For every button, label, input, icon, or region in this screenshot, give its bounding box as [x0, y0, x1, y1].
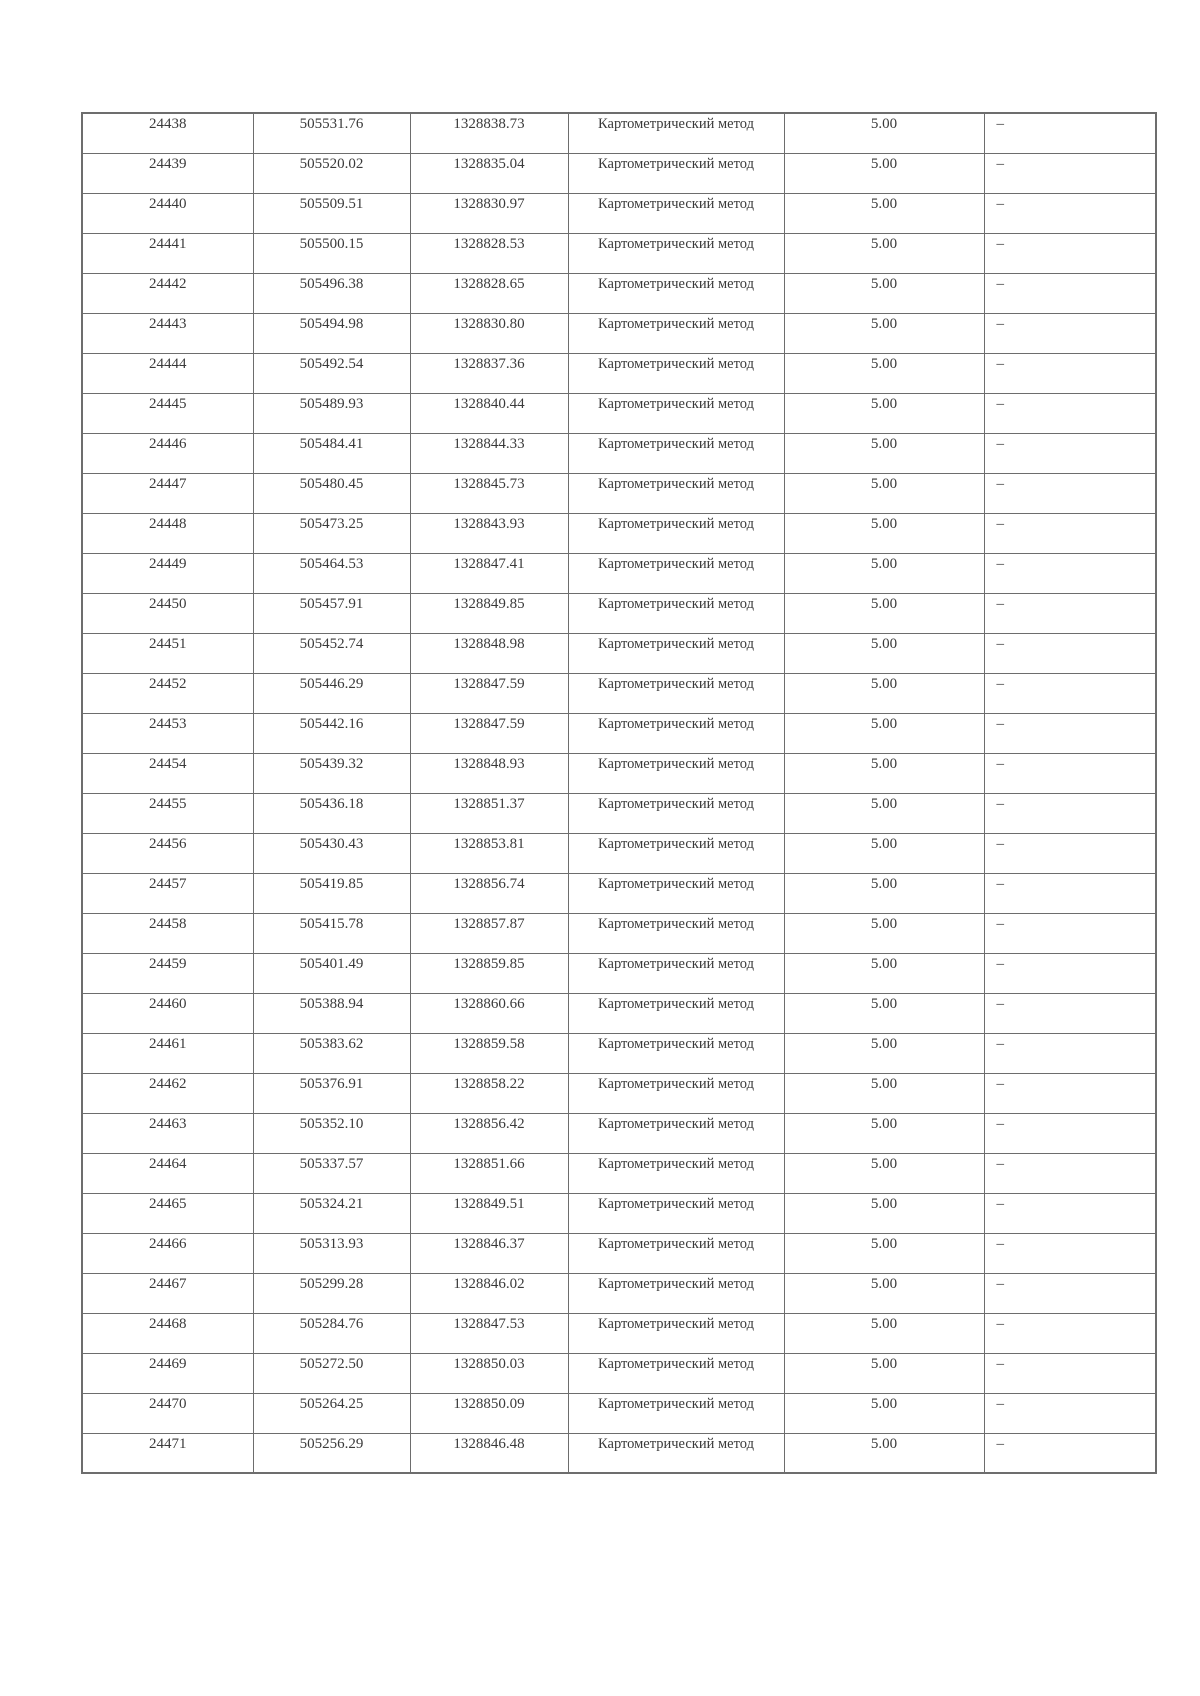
table-row — [82, 1073, 1156, 1113]
accuracy-cell: 5.00 — [784, 193, 984, 233]
table-row — [82, 233, 1156, 273]
coordinates-table-body — [82, 113, 1156, 1473]
method-cell: Картометрический метод — [568, 353, 784, 393]
table-row — [82, 873, 1156, 913]
accuracy-cell: 5.00 — [784, 753, 984, 793]
method-cell: Картометрический метод — [568, 1073, 784, 1113]
x-coordinate-cell: 505401.49 — [253, 953, 410, 993]
x-coordinate-cell: 505446.29 — [253, 673, 410, 713]
x-coordinate-cell: 505313.93 — [253, 1233, 410, 1273]
y-coordinate-cell: 1328850.09 — [410, 1393, 568, 1433]
method-cell: Картометрический метод — [568, 1273, 784, 1313]
coordinates-table — [81, 112, 1157, 1474]
point-number-cell: 24440 — [82, 193, 253, 233]
table-row — [82, 993, 1156, 1033]
method-cell: Картометрический метод — [568, 793, 784, 833]
note-cell: – — [984, 473, 1156, 513]
accuracy-cell: 5.00 — [784, 273, 984, 313]
y-coordinate-cell: 1328830.97 — [410, 193, 568, 233]
point-number-cell: 24465 — [82, 1193, 253, 1233]
accuracy-cell: 5.00 — [784, 313, 984, 353]
x-coordinate-cell: 505494.98 — [253, 313, 410, 353]
method-cell: Картометрический метод — [568, 713, 784, 753]
accuracy-cell: 5.00 — [784, 113, 984, 153]
accuracy-cell: 5.00 — [784, 513, 984, 553]
y-coordinate-cell: 1328850.03 — [410, 1353, 568, 1393]
x-coordinate-cell: 505452.74 — [253, 633, 410, 673]
y-coordinate-cell: 1328840.44 — [410, 393, 568, 433]
y-coordinate-cell: 1328856.74 — [410, 873, 568, 913]
note-cell: – — [984, 433, 1156, 473]
note-cell: – — [984, 553, 1156, 593]
method-cell: Картометрический метод — [568, 993, 784, 1033]
point-number-cell: 24444 — [82, 353, 253, 393]
accuracy-cell: 5.00 — [784, 1393, 984, 1433]
x-coordinate-cell: 505256.29 — [253, 1433, 410, 1473]
note-cell: – — [984, 913, 1156, 953]
method-cell: Картометрический метод — [568, 1233, 784, 1273]
table-row — [82, 673, 1156, 713]
note-cell: – — [984, 313, 1156, 353]
method-cell: Картометрический метод — [568, 1113, 784, 1153]
point-number-cell: 24438 — [82, 113, 253, 153]
table-row — [82, 553, 1156, 593]
point-number-cell: 24455 — [82, 793, 253, 833]
accuracy-cell: 5.00 — [784, 1273, 984, 1313]
note-cell: – — [984, 873, 1156, 913]
note-cell: – — [984, 1193, 1156, 1233]
table-row — [82, 313, 1156, 353]
note-cell: – — [984, 153, 1156, 193]
point-number-cell: 24442 — [82, 273, 253, 313]
point-number-cell: 24460 — [82, 993, 253, 1033]
method-cell: Картометрический метод — [568, 233, 784, 273]
table-row — [82, 1273, 1156, 1313]
table-row — [82, 793, 1156, 833]
note-cell: – — [984, 513, 1156, 553]
x-coordinate-cell: 505272.50 — [253, 1353, 410, 1393]
accuracy-cell: 5.00 — [784, 1073, 984, 1113]
point-number-cell: 24446 — [82, 433, 253, 473]
accuracy-cell: 5.00 — [784, 1113, 984, 1153]
note-cell: – — [984, 633, 1156, 673]
note-cell: – — [984, 713, 1156, 753]
y-coordinate-cell: 1328859.85 — [410, 953, 568, 993]
x-coordinate-cell: 505520.02 — [253, 153, 410, 193]
point-number-cell: 24457 — [82, 873, 253, 913]
table-row — [82, 1393, 1156, 1433]
method-cell: Картометрический метод — [568, 1433, 784, 1473]
y-coordinate-cell: 1328857.87 — [410, 913, 568, 953]
note-cell: – — [984, 273, 1156, 313]
x-coordinate-cell: 505376.91 — [253, 1073, 410, 1113]
y-coordinate-cell: 1328851.66 — [410, 1153, 568, 1193]
x-coordinate-cell: 505337.57 — [253, 1153, 410, 1193]
note-cell: – — [984, 1393, 1156, 1433]
table-row — [82, 1433, 1156, 1473]
y-coordinate-cell: 1328858.22 — [410, 1073, 568, 1113]
table-row — [82, 1113, 1156, 1153]
accuracy-cell: 5.00 — [784, 1433, 984, 1473]
y-coordinate-cell: 1328828.65 — [410, 273, 568, 313]
point-number-cell: 24453 — [82, 713, 253, 753]
table-row — [82, 1153, 1156, 1193]
method-cell: Картометрический метод — [568, 1353, 784, 1393]
x-coordinate-cell: 505383.62 — [253, 1033, 410, 1073]
x-coordinate-cell: 505464.53 — [253, 553, 410, 593]
table-row — [82, 393, 1156, 433]
method-cell: Картометрический метод — [568, 1313, 784, 1353]
method-cell: Картометрический метод — [568, 473, 784, 513]
accuracy-cell: 5.00 — [784, 1233, 984, 1273]
accuracy-cell: 5.00 — [784, 1313, 984, 1353]
y-coordinate-cell: 1328847.59 — [410, 713, 568, 753]
method-cell: Картометрический метод — [568, 1393, 784, 1433]
y-coordinate-cell: 1328848.93 — [410, 753, 568, 793]
note-cell: – — [984, 1313, 1156, 1353]
y-coordinate-cell: 1328846.48 — [410, 1433, 568, 1473]
method-cell: Картометрический метод — [568, 193, 784, 233]
y-coordinate-cell: 1328851.37 — [410, 793, 568, 833]
point-number-cell: 24456 — [82, 833, 253, 873]
point-number-cell: 24459 — [82, 953, 253, 993]
table-row — [82, 1033, 1156, 1073]
point-number-cell: 24448 — [82, 513, 253, 553]
accuracy-cell: 5.00 — [784, 633, 984, 673]
method-cell: Картометрический метод — [568, 1153, 784, 1193]
x-coordinate-cell: 505264.25 — [253, 1393, 410, 1433]
table-row — [82, 913, 1156, 953]
x-coordinate-cell: 505492.54 — [253, 353, 410, 393]
table-row — [82, 353, 1156, 393]
point-number-cell: 24439 — [82, 153, 253, 193]
note-cell: – — [984, 953, 1156, 993]
table-row — [82, 1233, 1156, 1273]
y-coordinate-cell: 1328856.42 — [410, 1113, 568, 1153]
table-row — [82, 633, 1156, 673]
point-number-cell: 24464 — [82, 1153, 253, 1193]
x-coordinate-cell: 505439.32 — [253, 753, 410, 793]
method-cell: Картометрический метод — [568, 393, 784, 433]
table-row — [82, 473, 1156, 513]
accuracy-cell: 5.00 — [784, 353, 984, 393]
note-cell: – — [984, 1073, 1156, 1113]
point-number-cell: 24454 — [82, 753, 253, 793]
note-cell: – — [984, 593, 1156, 633]
y-coordinate-cell: 1328849.85 — [410, 593, 568, 633]
note-cell: – — [984, 833, 1156, 873]
y-coordinate-cell: 1328848.98 — [410, 633, 568, 673]
accuracy-cell: 5.00 — [784, 953, 984, 993]
x-coordinate-cell: 505442.16 — [253, 713, 410, 753]
accuracy-cell: 5.00 — [784, 713, 984, 753]
point-number-cell: 24466 — [82, 1233, 253, 1273]
method-cell: Картометрический метод — [568, 833, 784, 873]
y-coordinate-cell: 1328849.51 — [410, 1193, 568, 1233]
point-number-cell: 24462 — [82, 1073, 253, 1113]
x-coordinate-cell: 505415.78 — [253, 913, 410, 953]
x-coordinate-cell: 505480.45 — [253, 473, 410, 513]
table-row — [82, 153, 1156, 193]
point-number-cell: 24461 — [82, 1033, 253, 1073]
x-coordinate-cell: 505531.76 — [253, 113, 410, 153]
method-cell: Картометрический метод — [568, 313, 784, 353]
y-coordinate-cell: 1328846.02 — [410, 1273, 568, 1313]
method-cell: Картометрический метод — [568, 873, 784, 913]
accuracy-cell: 5.00 — [784, 153, 984, 193]
accuracy-cell: 5.00 — [784, 1033, 984, 1073]
accuracy-cell: 5.00 — [784, 433, 984, 473]
x-coordinate-cell: 505489.93 — [253, 393, 410, 433]
y-coordinate-cell: 1328838.73 — [410, 113, 568, 153]
note-cell: – — [984, 993, 1156, 1033]
y-coordinate-cell: 1328845.73 — [410, 473, 568, 513]
accuracy-cell: 5.00 — [784, 913, 984, 953]
x-coordinate-cell: 505473.25 — [253, 513, 410, 553]
method-cell: Картометрический метод — [568, 273, 784, 313]
x-coordinate-cell: 505284.76 — [253, 1313, 410, 1353]
method-cell: Картометрический метод — [568, 153, 784, 193]
note-cell: – — [984, 1353, 1156, 1393]
accuracy-cell: 5.00 — [784, 1353, 984, 1393]
accuracy-cell: 5.00 — [784, 593, 984, 633]
y-coordinate-cell: 1328847.41 — [410, 553, 568, 593]
point-number-cell: 24441 — [82, 233, 253, 273]
method-cell: Картометрический метод — [568, 593, 784, 633]
note-cell: – — [984, 353, 1156, 393]
accuracy-cell: 5.00 — [784, 473, 984, 513]
table-row — [82, 713, 1156, 753]
note-cell: – — [984, 673, 1156, 713]
note-cell: – — [984, 1033, 1156, 1073]
y-coordinate-cell: 1328837.36 — [410, 353, 568, 393]
y-coordinate-cell: 1328835.04 — [410, 153, 568, 193]
note-cell: – — [984, 1153, 1156, 1193]
method-cell: Картометрический метод — [568, 1033, 784, 1073]
point-number-cell: 24447 — [82, 473, 253, 513]
note-cell: – — [984, 233, 1156, 273]
method-cell: Картометрический метод — [568, 553, 784, 593]
point-number-cell: 24449 — [82, 553, 253, 593]
y-coordinate-cell: 1328847.59 — [410, 673, 568, 713]
table-row — [82, 113, 1156, 153]
x-coordinate-cell: 505352.10 — [253, 1113, 410, 1153]
accuracy-cell: 5.00 — [784, 553, 984, 593]
note-cell: – — [984, 1433, 1156, 1473]
y-coordinate-cell: 1328859.58 — [410, 1033, 568, 1073]
note-cell: – — [984, 753, 1156, 793]
x-coordinate-cell: 505484.41 — [253, 433, 410, 473]
point-number-cell: 24471 — [82, 1433, 253, 1473]
note-cell: – — [984, 1233, 1156, 1273]
point-number-cell: 24450 — [82, 593, 253, 633]
table-row — [82, 1353, 1156, 1393]
table-row — [82, 513, 1156, 553]
method-cell: Картометрический метод — [568, 953, 784, 993]
accuracy-cell: 5.00 — [784, 873, 984, 913]
y-coordinate-cell: 1328853.81 — [410, 833, 568, 873]
accuracy-cell: 5.00 — [784, 833, 984, 873]
point-number-cell: 24470 — [82, 1393, 253, 1433]
method-cell: Картометрический метод — [568, 513, 784, 553]
point-number-cell: 24469 — [82, 1353, 253, 1393]
method-cell: Картометрический метод — [568, 913, 784, 953]
point-number-cell: 24458 — [82, 913, 253, 953]
x-coordinate-cell: 505500.15 — [253, 233, 410, 273]
table-row — [82, 953, 1156, 993]
y-coordinate-cell: 1328860.66 — [410, 993, 568, 1033]
accuracy-cell: 5.00 — [784, 673, 984, 713]
x-coordinate-cell: 505430.43 — [253, 833, 410, 873]
note-cell: – — [984, 393, 1156, 433]
method-cell: Картометрический метод — [568, 753, 784, 793]
note-cell: – — [984, 193, 1156, 233]
table-row — [82, 1313, 1156, 1353]
table-row — [82, 753, 1156, 793]
note-cell: – — [984, 1113, 1156, 1153]
table-row — [82, 273, 1156, 313]
x-coordinate-cell: 505436.18 — [253, 793, 410, 833]
y-coordinate-cell: 1328830.80 — [410, 313, 568, 353]
y-coordinate-cell: 1328846.37 — [410, 1233, 568, 1273]
note-cell: – — [984, 793, 1156, 833]
table-row — [82, 433, 1156, 473]
method-cell: Картометрический метод — [568, 633, 784, 673]
x-coordinate-cell: 505509.51 — [253, 193, 410, 233]
method-cell: Картометрический метод — [568, 673, 784, 713]
x-coordinate-cell: 505299.28 — [253, 1273, 410, 1313]
x-coordinate-cell: 505324.21 — [253, 1193, 410, 1233]
x-coordinate-cell: 505388.94 — [253, 993, 410, 1033]
y-coordinate-cell: 1328843.93 — [410, 513, 568, 553]
x-coordinate-cell: 505419.85 — [253, 873, 410, 913]
table-row — [82, 593, 1156, 633]
note-cell: – — [984, 113, 1156, 153]
note-cell: – — [984, 1273, 1156, 1313]
method-cell: Картометрический метод — [568, 1193, 784, 1233]
y-coordinate-cell: 1328847.53 — [410, 1313, 568, 1353]
point-number-cell: 24451 — [82, 633, 253, 673]
accuracy-cell: 5.00 — [784, 1193, 984, 1233]
point-number-cell: 24443 — [82, 313, 253, 353]
x-coordinate-cell: 505457.91 — [253, 593, 410, 633]
accuracy-cell: 5.00 — [784, 393, 984, 433]
method-cell: Картометрический метод — [568, 433, 784, 473]
table-row — [82, 1193, 1156, 1233]
y-coordinate-cell: 1328844.33 — [410, 433, 568, 473]
y-coordinate-cell: 1328828.53 — [410, 233, 568, 273]
point-number-cell: 24445 — [82, 393, 253, 433]
method-cell: Картометрический метод — [568, 113, 784, 153]
point-number-cell: 24467 — [82, 1273, 253, 1313]
accuracy-cell: 5.00 — [784, 233, 984, 273]
accuracy-cell: 5.00 — [784, 993, 984, 1033]
point-number-cell: 24452 — [82, 673, 253, 713]
x-coordinate-cell: 505496.38 — [253, 273, 410, 313]
accuracy-cell: 5.00 — [784, 793, 984, 833]
table-row — [82, 193, 1156, 233]
accuracy-cell: 5.00 — [784, 1153, 984, 1193]
table-row — [82, 833, 1156, 873]
point-number-cell: 24463 — [82, 1113, 253, 1153]
point-number-cell: 24468 — [82, 1313, 253, 1353]
